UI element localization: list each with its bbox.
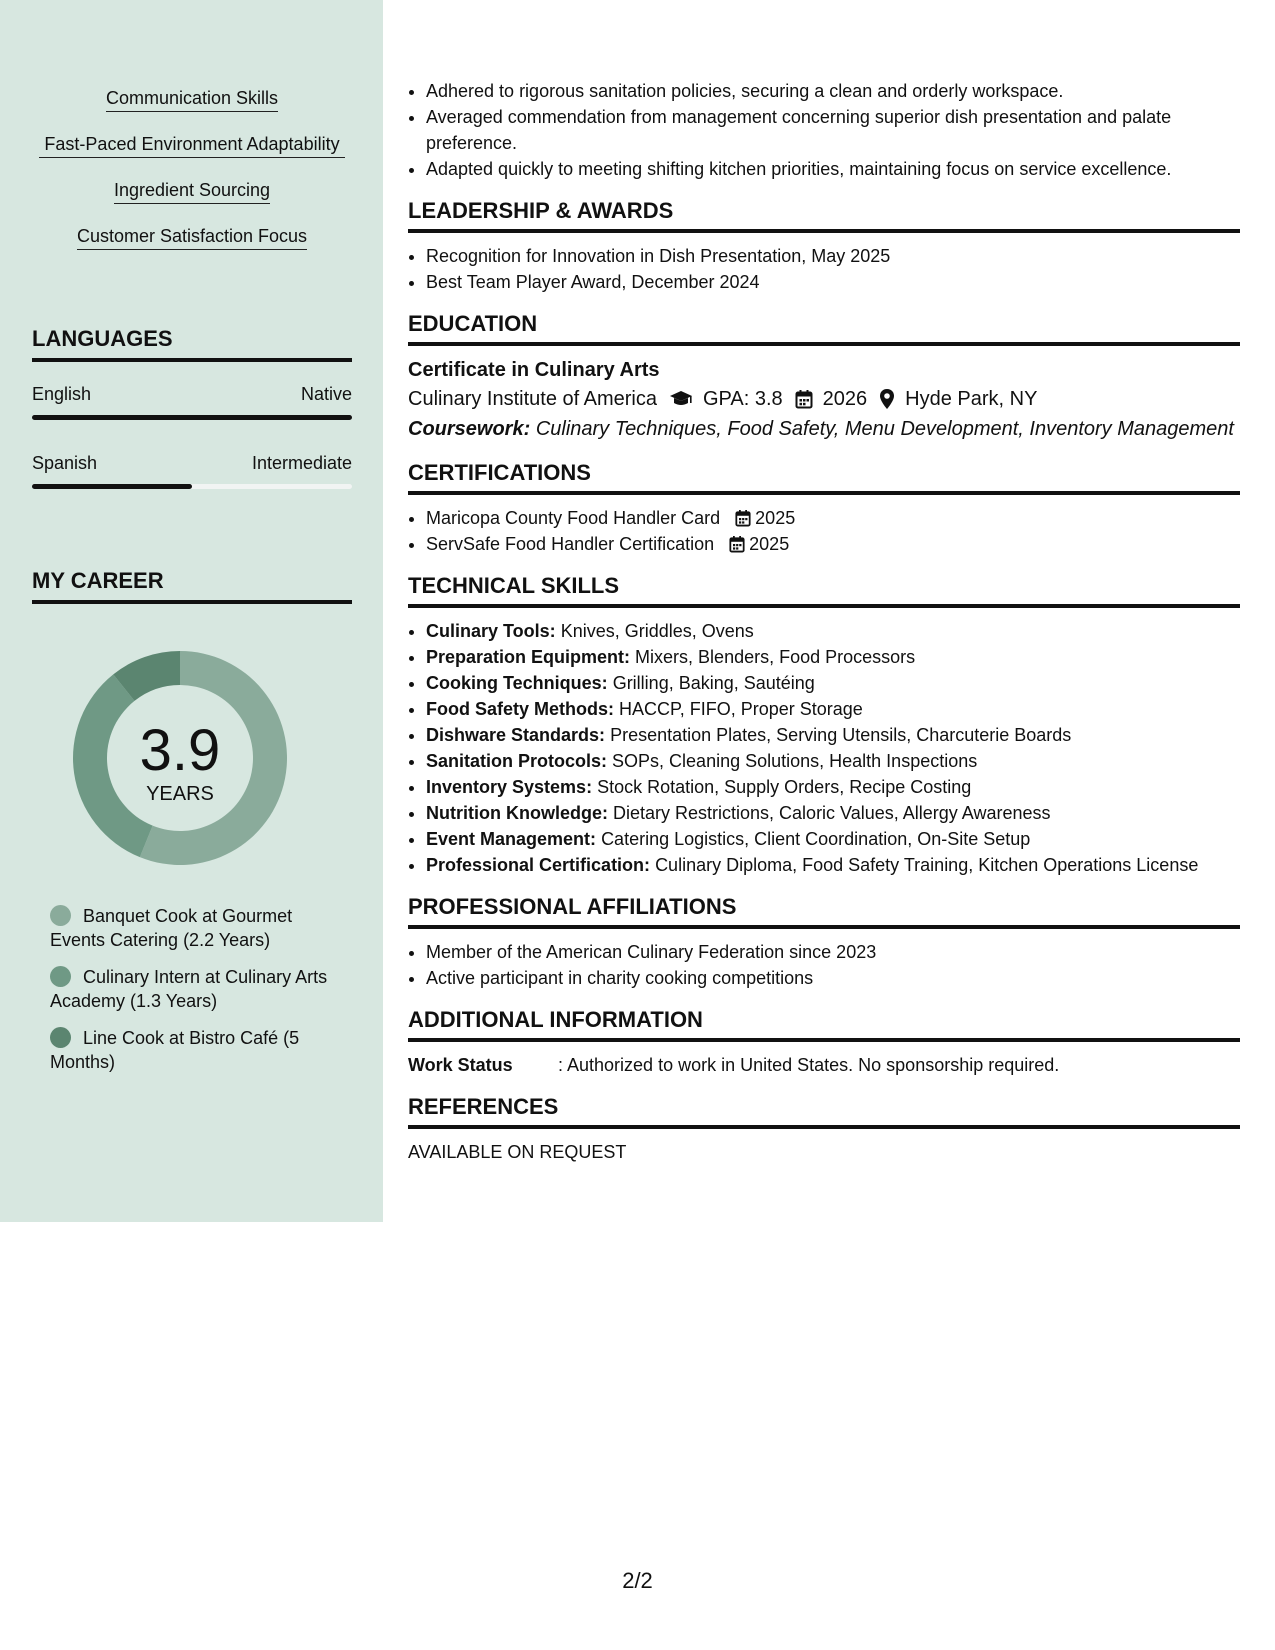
work-status-value: : Authorized to work in United States. No sponsorship required. [558, 1055, 1060, 1075]
list-item: • Adhered to rigorous sanitation policies, securing a clean and orderly workspace. [426, 78, 1240, 104]
coursework [408, 414, 1240, 444]
language-bar [32, 484, 352, 489]
list-item [426, 748, 1240, 774]
coursework-list: Culinary Techniques, Food Safety, Menu Development, Inventory Management [535, 418, 1234, 440]
skill-item: Fast-Paced Environment Adaptability [39, 132, 345, 158]
skill-category: Nutrition Knowledge: [426, 803, 608, 823]
skill-values: Stock Rotation, Supply Orders, Recipe Costing [597, 777, 972, 797]
skill-values: HACCP, FIFO, Proper Storage [619, 699, 863, 719]
skill-values: Knives, Griddles, Ovens [560, 621, 754, 641]
school-name: Culinary Institute of America [408, 388, 657, 410]
career-total: 3.9 [139, 718, 221, 783]
skill-category: Preparation Equipment: [426, 647, 631, 667]
education-heading: EDUCATION [408, 311, 1240, 346]
skill-item: Customer Satisfaction Focus [77, 224, 307, 250]
skill-category: Sanitation Protocols: [426, 751, 608, 771]
career-legend-item [50, 1026, 330, 1074]
affiliations-heading: PROFESSIONAL AFFILIATIONS [408, 894, 1240, 929]
languages-heading: LANGUAGES [32, 326, 352, 362]
certification-year: 2025 [755, 508, 796, 528]
career-legend [50, 904, 330, 1087]
affiliations-list [408, 939, 1240, 991]
skills-list [32, 86, 352, 270]
list-item [426, 852, 1240, 878]
list-item [426, 644, 1240, 670]
language-bar-fill [32, 415, 352, 420]
additional-info-heading: ADDITIONAL INFORMATION [408, 1007, 1240, 1042]
list-item [426, 722, 1240, 748]
skill-item: Communication Skills [106, 86, 278, 112]
main-content [408, 78, 1240, 1165]
skill-category: Event Management: [426, 829, 597, 849]
career-heading: MY CAREER [32, 568, 352, 604]
location-pin-icon [879, 388, 895, 410]
career-unit: YEARS [146, 783, 214, 805]
degree-title: Certificate in Culinary Arts [408, 359, 660, 381]
skill-values: Dietary Restrictions, Caloric Values, Allergy Awareness [613, 803, 1051, 823]
work-status-row [408, 1052, 1240, 1078]
language-bar [32, 415, 352, 420]
language-spanish [32, 453, 352, 489]
list-item: • Adapted quickly to meeting shifting kitchen priorities, maintaining focus on service excellence. [426, 156, 1240, 182]
career-donut-chart [62, 640, 298, 876]
skill-values: Culinary Diploma, Food Safety Training, Kitchen Operations License [655, 855, 1199, 875]
skill-values: Catering Logistics, Client Coordination, On-Site Setup [601, 829, 1031, 849]
certification-year: 2025 [749, 534, 790, 554]
skill-values: Mixers, Blenders, Food Processors [635, 647, 916, 667]
career-legend-label: Banquet Cook at Gourmet Events Catering (2.2 Years) [50, 906, 293, 950]
calendar-icon [795, 389, 813, 409]
list-item [426, 696, 1240, 722]
language-english [32, 384, 352, 420]
skill-category: Cooking Techniques: [426, 673, 608, 693]
career-legend-label: Line Cook at Bistro Café (5 Months) [50, 1028, 300, 1072]
list-item [426, 618, 1240, 644]
list-item: • Member of the American Culinary Federation since 2023 [426, 939, 1240, 965]
references-heading: REFERENCES [408, 1094, 1240, 1129]
certifications-list [408, 505, 1240, 557]
career-legend-label: Culinary Intern at Culinary Arts Academy (1.3 Years) [50, 967, 328, 1011]
leadership-heading: LEADERSHIP & AWARDS [408, 198, 1240, 233]
page-number: 2/2 [622, 1568, 653, 1593]
skill-category: Inventory Systems: [426, 777, 593, 797]
skill-values: Presentation Plates, Serving Utensils, Charcuterie Boards [610, 725, 1072, 745]
technical-skills-list [408, 618, 1240, 878]
language-name: Spanish [32, 453, 98, 473]
list-item [426, 774, 1240, 800]
graduation-year: 2026 [822, 388, 868, 410]
career-legend-item [50, 904, 330, 952]
language-level: Native [300, 384, 352, 404]
certifications-heading: CERTIFICATIONS [408, 460, 1240, 495]
skill-item: Ingredient Sourcing [114, 178, 270, 204]
graduation-cap-icon [669, 390, 693, 408]
intro-bullets [408, 78, 1240, 182]
legend-dot [50, 966, 71, 987]
list-item [426, 800, 1240, 826]
references-text: AVAILABLE ON REQUEST [408, 1142, 627, 1162]
list-item: • Recognition for Innovation in Dish Presentation, May 2025 [426, 243, 1240, 269]
work-status-label: Work Status [408, 1055, 513, 1075]
skill-values: SOPs, Cleaning Solutions, Health Inspections [612, 751, 978, 771]
list-item [426, 531, 1240, 557]
list-item [426, 670, 1240, 696]
school-location: Hyde Park, NY [905, 388, 1038, 410]
calendar-icon [735, 509, 751, 527]
leadership-list [408, 243, 1240, 295]
calendar-icon [729, 535, 745, 553]
gpa: GPA: 3.8 [703, 388, 783, 410]
list-item [426, 826, 1240, 852]
language-bar-fill [32, 484, 192, 489]
language-level: Intermediate [251, 453, 352, 473]
skill-category: Dishware Standards: [426, 725, 606, 745]
technical-skills-heading: TECHNICAL SKILLS [408, 573, 1240, 608]
list-item: • Best Team Player Award, December 2024 [426, 269, 1240, 295]
skill-category: Culinary Tools: [426, 621, 556, 641]
skill-category: Food Safety Methods: [426, 699, 614, 719]
list-item: • Averaged commendation from management concerning superior dish presentation and palate preference. [426, 104, 1240, 156]
certification-name: Maricopa County Food Handler Card [426, 508, 721, 528]
legend-dot [50, 1027, 71, 1048]
education-details [408, 384, 1240, 414]
career-legend-item [50, 965, 330, 1013]
list-item [426, 505, 1240, 531]
coursework-label: Coursework: [408, 418, 531, 440]
language-name: English [32, 384, 92, 404]
certification-name: ServSafe Food Handler Certification [426, 534, 715, 554]
sidebar [0, 0, 383, 1222]
skill-values: Grilling, Baking, Sautéing [612, 673, 815, 693]
list-item: • Active participant in charity cooking competitions [426, 965, 1240, 991]
legend-dot [50, 905, 71, 926]
skill-category: Professional Certification: [426, 855, 651, 875]
